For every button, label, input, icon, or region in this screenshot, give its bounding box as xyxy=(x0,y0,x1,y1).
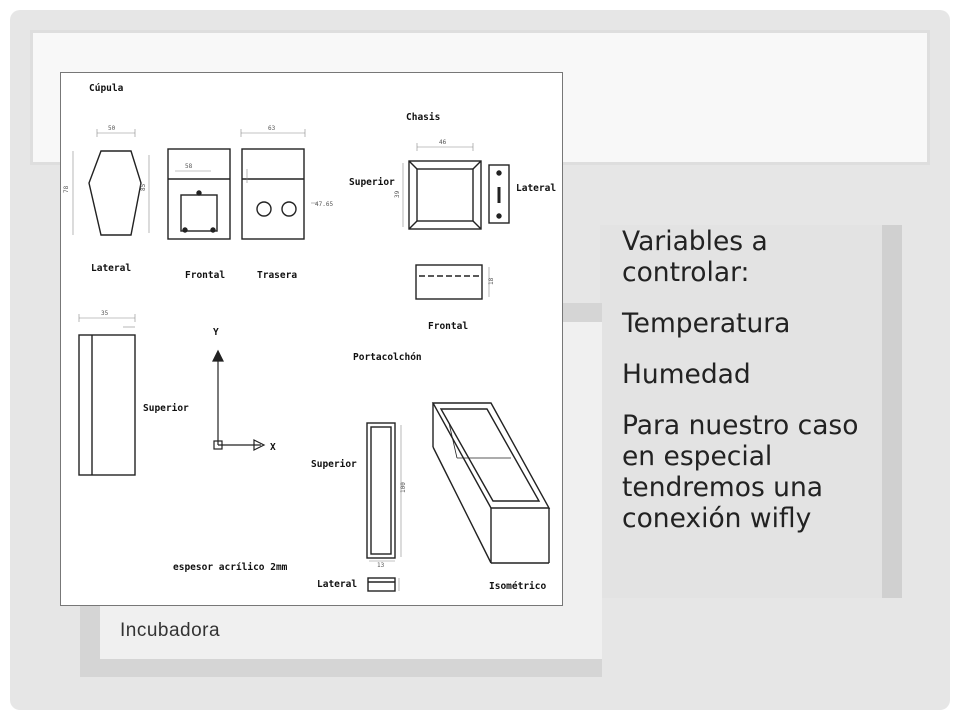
label-espesor: espesor acrílico 2mm xyxy=(173,562,288,573)
chasis-frontal-shape xyxy=(416,265,482,299)
svg-text:35: 35 xyxy=(101,310,109,317)
bullet-variables: Variables a controlar: xyxy=(622,226,768,288)
svg-text:39: 39 xyxy=(394,190,401,198)
isometric-box xyxy=(433,403,549,563)
portacolchon-lateral-shape xyxy=(368,578,395,591)
axis-y-label: Y xyxy=(213,327,219,338)
label-isometrico: Isométrico xyxy=(489,581,547,592)
cupula-lateral-shape xyxy=(89,151,141,235)
svg-text:63: 63 xyxy=(268,125,276,132)
bullet-list xyxy=(622,226,884,534)
bullet-humedad: Humedad xyxy=(622,359,751,390)
label-chasis: Chasis xyxy=(406,112,441,123)
label-frontal-cupula: Frontal xyxy=(185,270,226,281)
label-superior-portacolchon: Superior xyxy=(143,403,189,414)
cupula-trasera-shape xyxy=(242,149,304,239)
svg-text:47.65: 47.65 xyxy=(315,201,334,208)
axis-x-label: X xyxy=(270,442,276,453)
axes-symbol xyxy=(213,351,264,450)
label-frontal-chasis: Frontal xyxy=(428,321,469,332)
label-lateral-chasis: Lateral xyxy=(516,183,557,194)
label-trasera: Trasera xyxy=(257,270,298,281)
dimension-numbers xyxy=(63,125,495,569)
svg-text:50: 50 xyxy=(108,125,116,132)
trasera-hole-left xyxy=(257,202,271,216)
drawing-canvas xyxy=(61,73,564,607)
portacolchon-superior-shape xyxy=(79,335,135,475)
label-superior-narrow: Superior xyxy=(311,459,357,470)
svg-text:58: 58 xyxy=(185,163,193,170)
label-lateral-portacolchon: Lateral xyxy=(317,579,358,590)
image-caption: Incubadora xyxy=(120,620,221,641)
label-superior-chasis: Superior xyxy=(349,177,395,188)
svg-text:100: 100 xyxy=(400,482,407,493)
svg-text:46: 46 xyxy=(439,139,447,146)
svg-text:78: 78 xyxy=(63,185,70,193)
label-lateral-cupula: Lateral xyxy=(91,263,132,274)
svg-text:18: 18 xyxy=(488,277,495,285)
bullet-wifly: Para nuestro caso en especial tendremos una conexión wifly xyxy=(622,410,859,534)
svg-text:85: 85 xyxy=(140,183,147,191)
chasis-superior-shape xyxy=(409,161,481,229)
text-panel-shadow xyxy=(882,225,902,598)
technical-drawing xyxy=(60,72,563,606)
bullet-temperatura: Temperatura xyxy=(622,308,791,339)
trasera-hole-right xyxy=(282,202,296,216)
label-portacolchon: Portacolchón xyxy=(353,352,422,363)
label-cupula: Cúpula xyxy=(89,83,124,94)
svg-text:13: 13 xyxy=(377,562,385,569)
